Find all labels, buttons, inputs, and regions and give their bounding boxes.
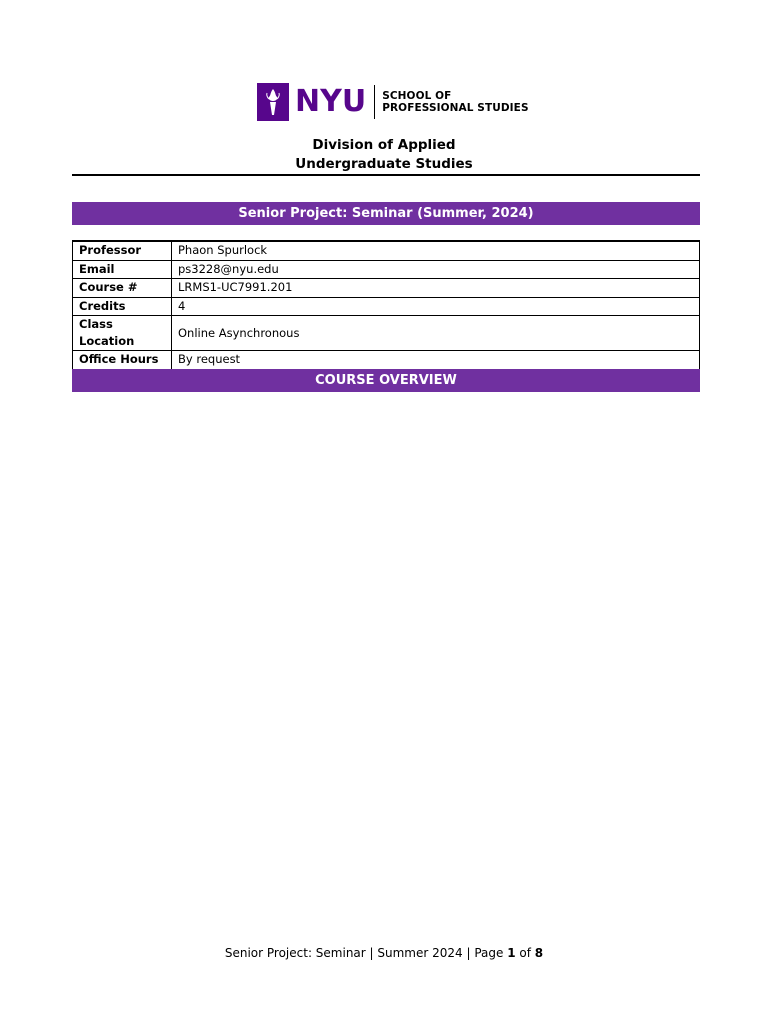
info-value-class-location: Online Asynchronous bbox=[172, 316, 700, 351]
nyu-torch-icon bbox=[257, 83, 289, 121]
table-row bbox=[73, 316, 700, 351]
footer-text: Senior Project: Seminar | Summer 2024 | Page bbox=[224, 946, 508, 960]
logo-school-line2: PROFESSIONAL STUDIES bbox=[382, 102, 529, 114]
table-row bbox=[73, 260, 700, 279]
division-line2: Undergraduate Studies bbox=[295, 156, 473, 172]
page-footer bbox=[0, 945, 768, 961]
info-value-office-hours: By request bbox=[172, 351, 700, 370]
footer-of: of bbox=[515, 946, 535, 960]
info-label-office-hours: Office Hours bbox=[73, 351, 172, 370]
info-label-professor: Professor bbox=[73, 241, 172, 260]
division-title bbox=[0, 136, 768, 174]
info-label-credits: Credits bbox=[73, 297, 172, 316]
info-label-course-number: Course # bbox=[73, 279, 172, 298]
header-rule bbox=[72, 174, 700, 176]
info-value-course-number: LRMS1-UC7991.201 bbox=[172, 279, 700, 298]
info-label-class-location: Class Location bbox=[73, 316, 172, 351]
course-info-table bbox=[72, 240, 700, 370]
info-value-credits: 4 bbox=[172, 297, 700, 316]
info-value-professor: Phaon Spurlock bbox=[172, 241, 700, 260]
logo-school-name bbox=[382, 90, 528, 114]
footer-page-number: 1 bbox=[507, 946, 516, 960]
footer-page-total: 8 bbox=[534, 946, 544, 960]
course-overview-heading: COURSE OVERVIEW bbox=[72, 369, 700, 392]
info-value-email[interactable]: ps3228@nyu.edu bbox=[172, 260, 700, 279]
table-row bbox=[73, 297, 700, 316]
logo-divider bbox=[374, 85, 375, 119]
course-title-banner: Senior Project: Seminar (Summer, 2024) bbox=[72, 202, 700, 225]
division-line1: Division of Applied bbox=[312, 137, 456, 153]
table-row bbox=[73, 279, 700, 298]
table-row bbox=[73, 241, 700, 260]
table-row bbox=[73, 351, 700, 370]
logo-nyu-text: NYU bbox=[295, 84, 367, 119]
logo-school-line1: SCHOOL OF bbox=[382, 90, 452, 102]
nyu-sps-logo bbox=[257, 83, 529, 121]
info-label-email: Email bbox=[73, 260, 172, 279]
